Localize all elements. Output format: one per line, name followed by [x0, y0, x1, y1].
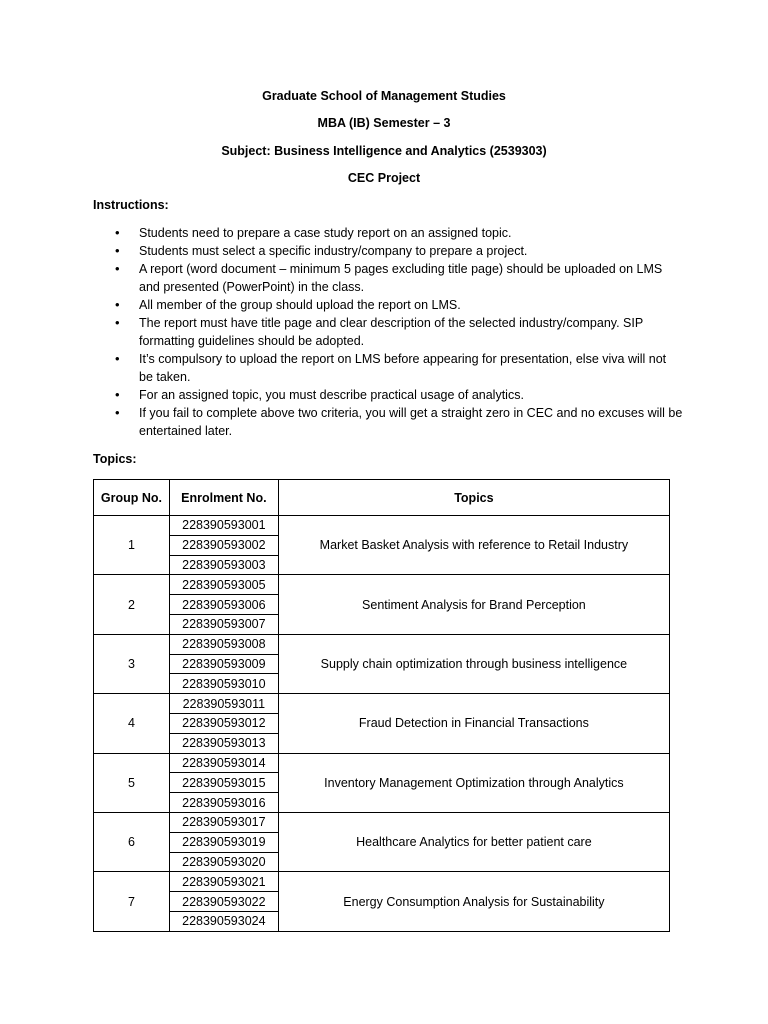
subject-title: Subject: Business Intelligence and Analytics (2539303): [221, 144, 547, 158]
table-row: [94, 753, 670, 773]
enrolment-number: 228390593012: [169, 713, 278, 733]
institution-name: Graduate School of Management Studies: [262, 89, 506, 103]
enrolment-number: 228390593022: [169, 892, 278, 912]
table-row: [94, 812, 670, 832]
table-row: [94, 694, 670, 714]
header-topics: Topics: [278, 480, 669, 516]
group-number: 5: [94, 753, 170, 812]
enrolment-number: 228390593013: [169, 733, 278, 753]
enrolment-number: 228390593015: [169, 773, 278, 793]
enrolment-number: 228390593001: [169, 516, 278, 536]
enrolment-number: 228390593007: [169, 614, 278, 634]
group-topic: Fraud Detection in Financial Transactions: [278, 694, 669, 753]
enrolment-number: 228390593009: [169, 654, 278, 674]
enrolment-number: 228390593017: [169, 812, 278, 832]
instructions-list: [93, 224, 683, 440]
enrolment-number: 228390593006: [169, 595, 278, 615]
instruction-item: • It’s compulsory to upload the report on LMS before appearing for presentation, else viva will not be taken.: [93, 350, 683, 386]
project-title: CEC Project: [347, 171, 421, 185]
table-row: [94, 872, 670, 892]
topics-heading: Topics:: [93, 452, 137, 466]
instruction-item: • All member of the group should upload the report on LMS.: [93, 296, 683, 314]
enrolment-number: 228390593008: [169, 634, 278, 654]
group-number: 1: [94, 516, 170, 575]
group-number: 6: [94, 812, 170, 871]
enrolment-number: 228390593014: [169, 753, 278, 773]
table-row: [94, 575, 670, 595]
header-enrolment-no: Enrolment No.: [169, 480, 278, 516]
group-topic: Supply chain optimization through business intelligence: [278, 634, 669, 693]
enrolment-number: 228390593021: [169, 872, 278, 892]
enrolment-number: 228390593020: [169, 852, 278, 872]
group-number: 4: [94, 694, 170, 753]
group-topic: Sentiment Analysis for Brand Perception: [278, 575, 669, 634]
table-row: [94, 634, 670, 654]
instruction-item: • Students must select a specific industry/company to prepare a project.: [93, 242, 683, 260]
enrolment-number: 228390593019: [169, 832, 278, 852]
enrolment-number: 228390593005: [169, 575, 278, 595]
instruction-item: • A report (word document – minimum 5 pages excluding title page) should be uploaded on LMS and presented (PowerPoint) in the class.: [93, 260, 683, 296]
enrolment-number: 228390593002: [169, 535, 278, 555]
enrolment-number: 228390593024: [169, 911, 278, 931]
table-row: [94, 516, 670, 536]
group-topic: Energy Consumption Analysis for Sustainability: [278, 872, 669, 931]
enrolment-number: 228390593011: [169, 694, 278, 714]
group-number: 3: [94, 634, 170, 693]
enrolment-number: 228390593010: [169, 674, 278, 694]
instruction-item: • The report must have title page and clear description of the selected industry/company. SIP formatting guidelines should be adopted.: [93, 314, 683, 350]
instructions-heading: Instructions:: [93, 198, 169, 212]
group-topic: Healthcare Analytics for better patient care: [278, 812, 669, 871]
program-semester: MBA (IB) Semester – 3: [317, 116, 451, 130]
table-header-row: [94, 480, 670, 516]
enrolment-number: 228390593003: [169, 555, 278, 575]
instruction-item: • If you fail to complete above two criteria, you will get a straight zero in CEC and no excuses will be entertained later.: [93, 404, 683, 440]
group-number: 7: [94, 872, 170, 931]
enrolment-number: 228390593016: [169, 793, 278, 813]
group-topic: Market Basket Analysis with reference to Retail Industry: [278, 516, 669, 575]
topics-table: [93, 479, 670, 932]
instruction-item: • Students need to prepare a case study report on an assigned topic.: [93, 224, 683, 242]
group-topic: Inventory Management Optimization through Analytics: [278, 753, 669, 812]
instruction-item: • For an assigned topic, you must describe practical usage of analytics.: [93, 386, 683, 404]
group-number: 2: [94, 575, 170, 634]
header-group-no: Group No.: [94, 480, 170, 516]
